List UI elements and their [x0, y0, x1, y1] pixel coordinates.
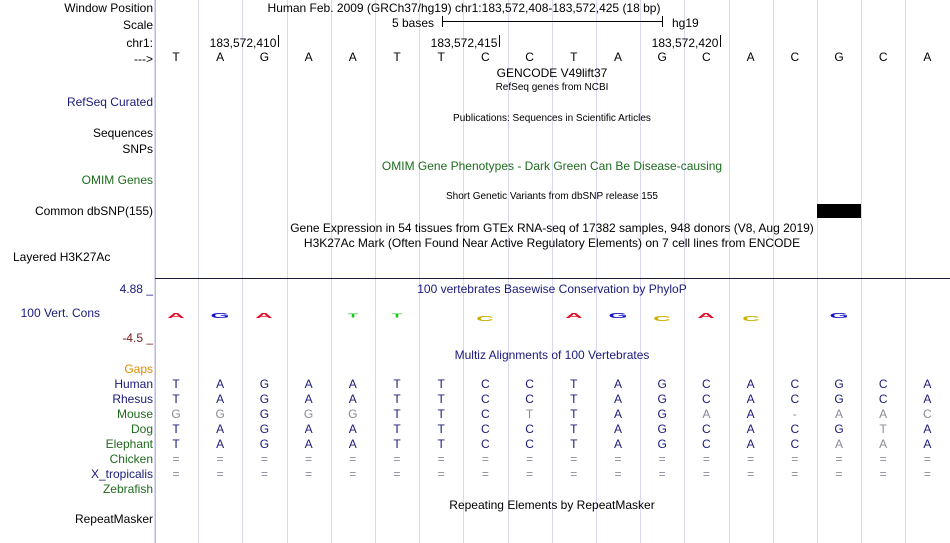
conservation-logo-letter: A — [697, 311, 716, 321]
alignment-base: A — [348, 377, 357, 391]
alignment-base: A — [746, 407, 755, 421]
conservation-logo-letter: A — [167, 311, 185, 321]
reference-base: A — [613, 50, 622, 64]
track-label-gaps[interactable]: Gaps — [124, 362, 153, 376]
alignment-base: = — [835, 467, 843, 481]
alignment-base: T — [570, 437, 578, 451]
alignment-base: T — [393, 392, 401, 406]
alignment-base: G — [303, 407, 314, 421]
alignment-base: G — [834, 377, 844, 391]
alignment-base: A — [216, 437, 225, 451]
alignment-base: = — [614, 467, 622, 481]
alignment-base: = — [437, 452, 445, 466]
alignment-base: A — [216, 422, 225, 436]
alignment-base: A — [746, 422, 755, 436]
track-title-phylop: 100 vertebrates Basewise Conservation by PhyloP — [417, 282, 687, 296]
alignment-base: A — [923, 422, 932, 436]
alignment-base: = — [526, 452, 534, 466]
reference-base: G — [259, 50, 270, 64]
alignment-base: G — [348, 407, 358, 421]
alignment-base: = — [260, 452, 268, 466]
alignment-base: - — [792, 407, 797, 421]
alignment-base: C — [702, 377, 711, 391]
alignment-base: T — [393, 407, 401, 421]
alignment-base: G — [259, 437, 270, 451]
alignment-base: = — [791, 452, 799, 466]
alignment-base: G — [657, 422, 667, 436]
alignment-base: C — [702, 392, 711, 406]
alignment-base: C — [481, 437, 490, 451]
track-title-gtex: Gene Expression in 54 tissues from GTEx RNA-seq of 17382 samples, 948 donors (V8, Aug 2019) — [290, 221, 814, 235]
alignment-base: G — [171, 407, 181, 421]
grid-line — [331, 0, 332, 543]
alignment-base: = — [879, 452, 887, 466]
track-title-gencode: GENCODE V49lift37 — [496, 66, 608, 80]
alignment-base: A — [879, 437, 888, 451]
reference-base: G — [834, 50, 844, 64]
species-label-rhesus[interactable]: Rhesus — [112, 392, 153, 406]
alignment-base: C — [790, 392, 800, 406]
alignment-base: A — [304, 422, 313, 436]
track-title-h3k27ac: H3K27Ac Mark (Often Found Near Active Regulatory Elements) on 7 cell lines from ENCODE — [303, 236, 801, 250]
alignment-base: A — [613, 377, 622, 391]
scale-label: Scale — [122, 18, 153, 32]
alignment-base: = — [879, 467, 887, 481]
track-label-refseq[interactable]: RefSeq Curated — [66, 95, 153, 109]
scale-bar-right-cap — [662, 16, 663, 27]
alignment-base: G — [657, 437, 667, 451]
alignment-base: C — [525, 377, 534, 391]
alignment-base: = — [481, 467, 489, 481]
alignment-base: G — [834, 422, 844, 436]
alignment-base: = — [349, 452, 357, 466]
reference-base: C — [702, 50, 711, 64]
reference-base: A — [216, 50, 225, 64]
alignment-base: G — [259, 407, 270, 421]
reference-base: C — [481, 50, 490, 64]
alignment-base: A — [923, 437, 932, 451]
alignment-base: = — [481, 452, 489, 466]
alignment-base: T — [172, 377, 180, 391]
alignment-base: T — [437, 377, 445, 391]
alignment-base: = — [658, 467, 666, 481]
alignment-base: T — [437, 437, 445, 451]
alignment-base: C — [702, 437, 711, 451]
grid-line — [375, 0, 376, 543]
alignment-base: C — [481, 407, 490, 421]
track-label-sequences[interactable]: Sequences — [92, 126, 153, 140]
conservation-logo-letter: A — [255, 311, 274, 321]
coordinate-tick-label: 183,572,420 — [651, 36, 719, 50]
grid-line — [905, 0, 906, 543]
coordinate-tick — [720, 35, 721, 47]
conservation-logo-letter: G — [608, 311, 628, 321]
track-data-area[interactable] — [156, 0, 950, 543]
alignment-base: A — [348, 392, 357, 406]
track-label-column — [0, 0, 155, 543]
alignment-base: = — [260, 467, 268, 481]
alignment-base: A — [613, 437, 622, 451]
alignment-base: = — [570, 452, 578, 466]
species-label-elephant[interactable]: Elephant — [105, 437, 153, 451]
alignment-base: T — [570, 392, 578, 406]
species-label-dog[interactable]: Dog — [130, 422, 153, 436]
alignment-base: G — [259, 392, 270, 406]
alignment-base: C — [525, 422, 534, 436]
strand-label: ---> — [134, 52, 153, 66]
species-label-mouse[interactable]: Mouse — [116, 407, 153, 421]
alignment-base: G — [215, 407, 225, 421]
alignment-base: A — [834, 437, 843, 451]
alignment-base: = — [702, 467, 710, 481]
conservation-logo-letter: T — [347, 312, 359, 319]
alignment-base: = — [349, 467, 357, 481]
alignment-base: = — [835, 452, 843, 466]
alignment-base: G — [657, 392, 667, 406]
alignment-base: C — [481, 422, 490, 436]
alignment-base: C — [878, 377, 888, 391]
grid-line — [198, 0, 199, 543]
alignment-base: A — [613, 422, 622, 436]
alignment-base: T — [437, 392, 445, 406]
grid-line — [861, 0, 862, 543]
alignment-base: = — [702, 452, 710, 466]
alignment-base: = — [791, 467, 799, 481]
species-label-chicken[interactable]: Chicken — [109, 452, 153, 466]
conservation-logo-letter: G — [829, 311, 849, 321]
coordinate-tick-label: 183,572,415 — [430, 36, 498, 50]
conservation-logo-letter: G — [210, 311, 230, 321]
alignment-base: T — [437, 422, 445, 436]
reference-base: A — [304, 50, 313, 64]
alignment-base: A — [216, 377, 225, 391]
reference-base: G — [657, 50, 667, 64]
track-label-snps[interactable]: SNPs — [122, 142, 153, 156]
grid-line — [773, 0, 774, 543]
alignment-base: = — [526, 467, 534, 481]
alignment-base: A — [879, 407, 888, 421]
species-label-x-tropicalis[interactable]: X_tropicalis — [90, 467, 153, 481]
alignment-base: T — [393, 377, 401, 391]
alignment-base: A — [702, 407, 711, 421]
alignment-base: T — [437, 407, 445, 421]
species-label-human[interactable]: Human — [114, 377, 153, 391]
reference-base: C — [878, 50, 888, 64]
dbsnp-variant-block[interactable] — [817, 204, 861, 218]
alignment-base: A — [834, 407, 843, 421]
reference-base: T — [570, 50, 578, 64]
alignment-base: C — [878, 392, 888, 406]
reference-base: C — [790, 50, 800, 64]
scale-bar-label: 5 bases — [392, 16, 435, 30]
alignment-base: = — [923, 452, 931, 466]
alignment-base: G — [657, 407, 667, 421]
alignment-base: = — [747, 467, 755, 481]
alignment-base: T — [393, 437, 401, 451]
grid-line — [640, 0, 641, 543]
scale-bar — [442, 21, 662, 22]
alignment-base: C — [702, 422, 711, 436]
alignment-base: = — [172, 467, 180, 481]
alignment-base: = — [437, 467, 445, 481]
alignment-base: G — [259, 377, 270, 391]
alignment-base: A — [746, 437, 755, 451]
alignment-base: G — [657, 377, 667, 391]
conservation-logo-letter: C — [653, 314, 671, 324]
alignment-base: T — [172, 422, 180, 436]
alignment-base: A — [746, 377, 755, 391]
track-title-dbsnp: Short Genetic Variants from dbSNP release 155 — [446, 191, 658, 202]
alignment-base: A — [304, 392, 313, 406]
species-label-zebrafish[interactable]: Zebrafish — [102, 482, 153, 496]
conservation-logo-letter: T — [391, 312, 403, 319]
alignment-base: C — [525, 437, 534, 451]
alignment-base: C — [790, 437, 800, 451]
alignment-base: = — [393, 467, 401, 481]
grid-line — [463, 0, 464, 543]
scale-bar-left-cap — [442, 16, 443, 27]
alignment-base: T — [570, 407, 578, 421]
alignment-base: C — [790, 377, 800, 391]
grid-line — [419, 0, 420, 543]
alignment-base: T — [570, 377, 578, 391]
chrom-label: chr1: — [126, 36, 153, 50]
track-label-omim[interactable]: OMIM Genes — [81, 173, 153, 187]
alignment-base: = — [614, 452, 622, 466]
alignment-base: A — [348, 437, 357, 451]
alignment-base: T — [393, 422, 401, 436]
reference-base: A — [348, 50, 357, 64]
window-position-label: Window Position — [64, 1, 153, 15]
position-readout: Human Feb. 2009 (GRCh37/hg19) chr1:183,572,408-183,572,425 (18 bp) — [267, 1, 661, 15]
cons-min-value: -4.5 _ — [122, 331, 153, 345]
reference-base: A — [923, 50, 932, 64]
alignment-base: = — [747, 452, 755, 466]
reference-base: T — [437, 50, 445, 64]
conservation-logo-letter: C — [476, 314, 495, 324]
alignment-base: A — [923, 377, 932, 391]
track-label-h3k27ac[interactable]: Layered H3K27Ac — [13, 250, 111, 264]
track-title-publications: Publications: Sequences in Scientific Articles — [453, 113, 651, 124]
alignment-base: C — [790, 422, 800, 436]
alignment-base: G — [259, 422, 270, 436]
assembly-label: hg19 — [672, 16, 699, 30]
coordinate-tick — [499, 35, 500, 47]
alignment-base: T — [879, 422, 887, 436]
alignment-base: A — [216, 392, 225, 406]
alignment-base: A — [348, 422, 357, 436]
alignment-base: A — [304, 437, 313, 451]
grid-line — [684, 0, 685, 543]
alignment-base: T — [525, 407, 534, 421]
grid-line — [729, 0, 730, 543]
alignment-base: = — [216, 452, 224, 466]
alignment-base: = — [305, 452, 313, 466]
track-title-omim: OMIM Gene Phenotypes - Dark Green Can Be Disease-causing — [381, 159, 723, 173]
alignment-base: C — [481, 377, 490, 391]
conservation-logo-letter: C — [741, 314, 760, 324]
alignment-base: = — [305, 467, 313, 481]
track-divider — [155, 278, 950, 279]
coordinate-tick — [278, 35, 279, 47]
reference-base: T — [172, 50, 180, 64]
reference-base: C — [525, 50, 534, 64]
alignment-base: = — [172, 452, 180, 466]
coordinate-tick-label: 183,572,410 — [209, 36, 277, 50]
reference-base: A — [746, 50, 755, 64]
alignment-base: G — [834, 392, 844, 406]
grid-line — [154, 0, 155, 543]
alignment-base: C — [481, 392, 490, 406]
cons-max-value: 4.88 _ — [119, 282, 153, 296]
alignment-base: A — [613, 392, 622, 406]
grid-line — [242, 0, 243, 543]
track-label-cons[interactable]: 100 Vert. Cons — [20, 306, 100, 320]
alignment-base: T — [570, 422, 578, 436]
alignment-base: A — [304, 377, 313, 391]
alignment-base: = — [216, 467, 224, 481]
alignment-base: A — [923, 392, 932, 406]
alignment-base: = — [570, 467, 578, 481]
alignment-base: C — [923, 407, 932, 421]
alignment-base: A — [613, 407, 622, 421]
alignment-base: A — [746, 392, 755, 406]
alignment-base: T — [172, 437, 180, 451]
track-label-repeatmasker[interactable]: RepeatMasker — [74, 512, 153, 526]
conservation-logo-letter: A — [565, 311, 583, 321]
alignment-base: = — [923, 467, 931, 481]
track-label-dbsnp[interactable]: Common dbSNP(155) — [34, 204, 153, 218]
grid-line — [287, 0, 288, 543]
track-title-multiz: Multiz Alignments of 100 Vertebrates — [454, 348, 650, 362]
alignment-base: T — [172, 392, 180, 406]
reference-base: T — [393, 50, 401, 64]
alignment-base: = — [393, 452, 401, 466]
track-title-repeatmasker: Repeating Elements by RepeatMasker — [449, 498, 655, 512]
track-subtitle-refseq: RefSeq genes from NCBI — [495, 82, 609, 93]
alignment-base: C — [525, 392, 534, 406]
alignment-base: = — [658, 452, 666, 466]
grid-line — [817, 0, 818, 543]
